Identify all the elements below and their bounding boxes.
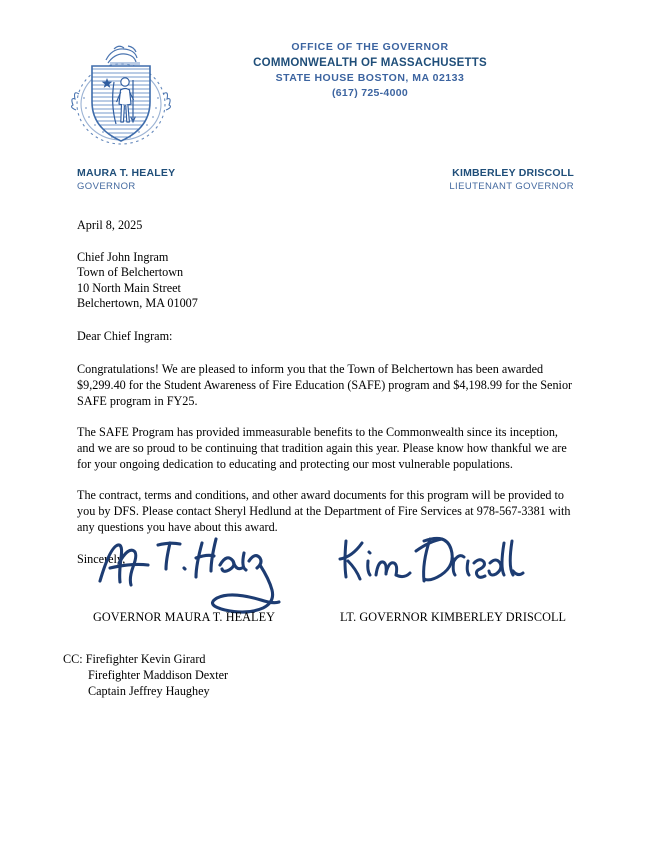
paragraph-contract: The contract, terms and conditions, and other award documents for this program will be provided to you by DFS. Please contact Sheryl Hedlund at the Department of Fire Services at 978-567-3381 with any questions you have about this award. [77, 488, 571, 535]
cc-block [63, 651, 463, 700]
recipient-organization: Town of Belchertown [77, 265, 184, 280]
closing: Sincerely, [77, 551, 126, 566]
letterhead [0, 0, 650, 160]
paragraph-award: Congratulations! We are pleased to inform you that the Town of Belchertown has been awarded $9,299.40 for the Student Awareness of Fire Education (SAFE) program and $4,198.99 for the Senior SAFE program in FY25. [77, 361, 573, 408]
lieutenant-governor-block [449, 166, 574, 194]
governor-block [77, 166, 175, 194]
letterhead-text-block [185, 40, 555, 101]
governor-signature-label: GOVERNOR MAURA T. HEALEY [93, 610, 276, 624]
letter-date: April 8, 2025 [77, 218, 143, 232]
cc-line-1: CC: Firefighter Kevin Girard [63, 652, 206, 666]
cc-line-2: Firefighter Maddison Dexter [88, 668, 229, 683]
governor-name: MAURA T. HEALEY [77, 167, 176, 179]
salutation: Dear Chief Ingram: [77, 329, 173, 344]
massachusetts-state-seal-icon [62, 36, 180, 154]
recipient-address-block [77, 250, 577, 312]
lieutenant-governor-signature-label: LT. GOVERNOR KIMBERLEY DRISCOLL [340, 610, 567, 624]
recipient-city-state-zip: Belchertown, MA 01007 [77, 296, 198, 311]
recipient-name: Chief John Ingram [77, 249, 169, 264]
state-house-address-line: STATE HOUSE BOSTON, MA 02133 [275, 72, 465, 85]
cc-line-3: Captain Jeffrey Haughey [88, 684, 210, 699]
commonwealth-line: COMMONWEALTH OF MASSACHUSETTS [253, 56, 487, 69]
letter-body [77, 218, 577, 567]
phone-line: (617) 725-4000 [331, 87, 408, 100]
office-of-the-governor-line: OFFICE OF THE GOVERNOR [291, 41, 449, 53]
signature-labels-row [0, 610, 650, 630]
paragraph-appreciation: The SAFE Program has provided immeasurable benefits to the Commonwealth since its inception, and we are so proud to be continuing that tradition again this year. Please know how thankful we are for your ongoing dedication to educating and protecting our most vulnerable populations. [77, 424, 567, 472]
governor-title: GOVERNOR [77, 181, 136, 193]
lieutenant-governor-title: LIEUTENANT GOVERNOR [449, 181, 574, 193]
officials-row [0, 166, 650, 202]
recipient-street: 10 North Main Street [77, 280, 181, 295]
kim-driscoll-signature-icon [338, 525, 538, 610]
lieutenant-governor-name: KIMBERLEY DRISCOLL [452, 167, 574, 179]
